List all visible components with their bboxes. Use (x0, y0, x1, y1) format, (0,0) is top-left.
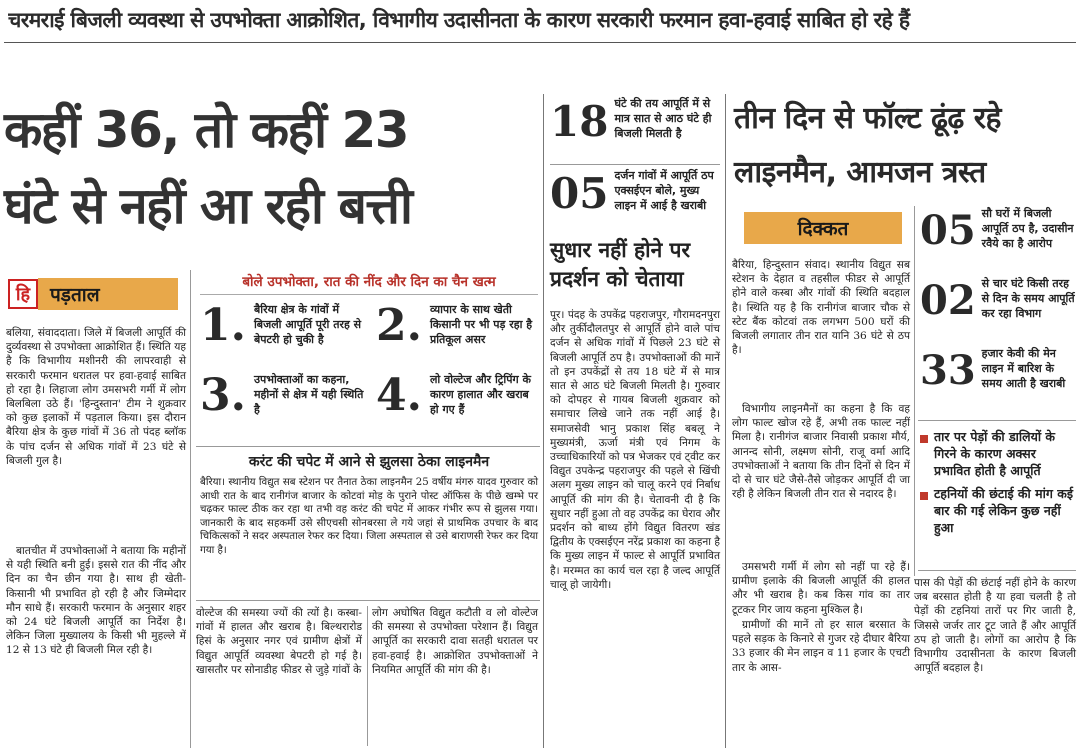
bullet-text: टहनियों की छंटाई की मांग कई बार की गई लेकिन कुछ नहीं हुआ (934, 486, 1073, 535)
stat-item (920, 206, 1076, 256)
right-body-4: ग्रामीणों की मानें तो हर साल बरसात के पहले सड़क के किनारे से गुजर रहे दीघार बैरिया 33 हजार की मेन लाइन व 11 हजार के एचटी तार के आस- (732, 619, 910, 674)
main-body-2: बातचीत में उपभोक्ताओं ने बताया कि महीनों से यही स्थिति बनी हुई। इससे रात की नींद और दिन का चैन छीन गया है। साथ ही खेती-किसानी भी प्रभावित हो रही है और जिम्मेदार मौन साधे हैं। सरकारी फरमान के अनुसार शहर को 24 घंटे बिजली आपूर्ति का निर्देश है। लेकिन जिला मुख्यालय के किसी भी मुहल्ले में 12 से 13 घंटे ही बिजली मिल रही है। (6, 545, 186, 657)
divider (196, 600, 540, 601)
tag-label: पड़ताल (38, 278, 178, 310)
consumers-box (200, 272, 538, 295)
consumer-item (200, 372, 368, 420)
divider (918, 570, 1076, 571)
consumer-item-text: व्यापार के साथ खेती किसानी पर भी पड़ रहा है प्रतिकूल असर (429, 303, 533, 346)
bullet-item (920, 428, 1076, 479)
bullet-list (920, 428, 1076, 536)
stat-text: हजार केवी की मेन लाइन में बारिश के समय आती है खराबी (981, 347, 1066, 390)
stat-number: 05 (550, 169, 609, 218)
right-headline (734, 92, 1074, 200)
divider (543, 94, 544, 748)
bullet-item (920, 485, 1076, 536)
stat-number: 05 (920, 207, 976, 254)
stat-text: घंटे की तय आपूर्ति में से मात्र सात से आठ घंटे ही बिजली मिलती है (614, 97, 712, 140)
consumer-item-text: बैरिया क्षेत्र के गांवों में बिजली आपूर्ति पूरी तरह से बेपटरी हो चुकी है (253, 303, 362, 346)
stat-item (920, 346, 1076, 396)
main-headline-line2: घंटे से नहीं आ रही बत्ती (4, 177, 412, 235)
divider (196, 446, 540, 447)
middle-headline: सुधार नहीं होने पर प्रदर्शन को चेताया (550, 238, 691, 291)
top-headline: चरमराई बिजली व्यवस्था से उपभोक्ता आक्रोशित, विभागीय उदासीनता के कारण सरकारी फरमान हवा-हवाई साबित हो रहे हैं (8, 8, 910, 32)
middle-body: पूर। पंदह के उपकेंद्र पहराजपुर, गौरामदनपुरा और तुर्कीदौलतपुर से आपूर्ति होने वाले पांच दर्जन से अधिक गांवों में पिछले 23 घंटे से बिजली आपूर्ति ठप है। उपभोक्ताओं की मानें तो इन उपकेंद्रों से तय 18 घंटे में से मात्र सात से आठ घंटे बिजली मिलती है। गुरुवार को दोपहर से गायब बिजली शुक्रवार को समाचार लिखे जाने तक नहीं आई है। समाजसेवी भानु प्रकाश सिंह बबलू ने मुख्यमंत्री, ऊर्जा मंत्री एवं निगम के उच्चाधिकारियों को पत्र भेजकर एवं ट्वीट कर विद्युत उपकेन्द्र पहराजपुर की पहले से खिंची अलग मुख्य लाइन को चालू करने एवं निर्बाध आपूर्ति की मांग की है। चेतावनी दी है कि सुधार नहीं हुआ तो वह उपकेंद्र का घेराव और प्रदर्शन को बाध्य होंगे विद्युत वितरण खंड द्वितीय के एक्सईएन नरेंद्र प्रकाश का कहना है कि मुख्य लाइन में फाल्ट से आपूर्ति प्रभावित है। मरम्मत का कार्य चल रहा है जल्द आपूर्ति चालू हो जायेगी। (550, 309, 720, 591)
divider (550, 164, 720, 165)
current-story-body: बैरिया। स्थानीय विद्युत सब स्टेशन पर तैनात ठेका लाइनमैन 25 वर्षीय मंगरु यादव गुरुवार को आधी रात के बाद रानीगंज बाजार के कोटवां मोड़ के पुराने पोस्ट ऑफिस के पीछे खम्भे पर चढ़कर फाल्ट ठीक कर रहा था तभी वह करंट की चपेट में आकर गंभीर रूप से झुलस गया। जानकारी के बाद सहकर्मी उसे सीएचसी सोनबरसा ले गये जहां से प्राथमिक उपचार के बाद चिकित्सकों ने सदर अस्पताल रेफर कर दिया। जिला अस्पताल से उसे बाराणसी रेफर कर दिया गया है। (200, 477, 538, 556)
consumer-item-number: 1. (200, 300, 246, 351)
section-tag (8, 278, 178, 310)
bullet-square-icon (920, 435, 928, 443)
consumer-item-number: 4. (376, 370, 422, 421)
consumer-item (200, 302, 368, 350)
lower-col-2: लोग अघोषित विद्युत कटौती व लो वोल्टेज की समस्या से उपभोक्ता परेशान हैं। विद्युत आपूर्ति का सरकारी दावा सतही धरातल पर हवा-हवाई है। आक्रोशित उपभोक्ताओं ने नियमित आपूर्ति की मांग की है। (372, 607, 538, 676)
consumer-item-number: 3. (200, 370, 246, 421)
right-tag: दिक्कत (744, 212, 902, 244)
divider (190, 270, 191, 748)
divider (914, 206, 915, 576)
main-headline (4, 92, 534, 244)
right-body: बैरिया, हिन्दुस्तान संवाद। स्थानीय विद्युत सब स्टेशन के देहात व तहसील फीडर से आपूर्ति होने वाले कस्बा और गांवों की स्थिति बदहाल है। स्थिति यह है कि रानीगंज बाजार चौक से स्टेट बैंक कोटवां तक लगभग 500 घरों की बिजली लगातार तीन रात यानि 36 घंटे से ठप है। (732, 259, 910, 357)
stat-text: से चार घंटे किसी तरह से दिन के समय आपूर्ति कर रहा विभाग (981, 277, 1075, 320)
divider (918, 420, 1076, 421)
stat-number: 02 (920, 277, 976, 324)
right-body-3: उमसभरी गर्मी में लोग सो नहीं पा रहे हैं। ग्रामीण इलाके की बिजली आपूर्ति की हालत और भी खराब है। कब किस गांव का तार टूटकर गिर जाय कहना मुश्किल है। (732, 561, 910, 616)
stat-item (920, 276, 1076, 326)
stat-text: दर्जन गांवों में आपूर्ति ठप एक्सईएन बोले, मुख्य लाइन में आई है खराबी (614, 169, 714, 212)
main-body: बलिया, संवाददाता। जिले में बिजली आपूर्ति की दुर्व्यवस्था से उपभोक्ता आक्रोशित हैं। स्थिति यह है कि विभागीय मशीनरी की लापरवाही से सरकारी फरमान धरातल पर हवा-हवाई साबित हो रहा है। लिहाजा लोग उमसभरी गर्मी में लोग बिलबिला उठे हैं। 'हिन्दुस्तान' टीम ने शुक्रवार को कुछ इलाकों में पड़ताल किया। इस दौरान बैरिया क्षेत्र के कुछ गांवों में 36 तो पंदह ब्लॉक के पांच दर्जन से अधिक गांवों में 23 घंटे से बिजली गुल है। (6, 327, 186, 467)
stat-number: 18 (550, 97, 609, 146)
right-headline-line2: लाइनमैन, आमजन त्रस्त (734, 155, 986, 190)
stat-item (550, 168, 720, 220)
divider (4, 42, 1076, 43)
main-headline-line1: कहीं 36, तो कहीं 23 (4, 101, 409, 159)
bullet-square-icon (920, 492, 928, 500)
consumer-item (376, 302, 540, 350)
right-headline-line1: तीन दिन से फॉल्ट ढूंढ़ रहे (734, 101, 1001, 136)
consumer-item (376, 372, 540, 420)
hindustan-logo-icon: हि (8, 279, 38, 309)
consumer-item-text: उपभोक्ताओं का कहना, महीनों से क्षेत्र में यही स्थिति है (253, 373, 364, 416)
bullet-text: तार पर पेड़ों की डालियों के गिरने के कारण अक्सर प्रभावित होती है आपूर्ति (934, 429, 1056, 478)
consumer-item-text: लो वोल्टेज और ट्रिपिंग के कारण हालात और खराब हो गए हैं (429, 373, 531, 416)
divider (725, 94, 726, 748)
consumers-box-title: बोले उपभोक्ता, रात की नींद और दिन का चैन खत्म (200, 272, 538, 295)
current-story-title: करंट की चपेट में आने से झुलसा ठेका लाइनमैन (248, 454, 490, 470)
stat-number: 33 (920, 347, 976, 394)
consumer-item-number: 2. (376, 300, 422, 351)
right-body-5: पास की पेड़ों की छंटाई नहीं होने के कारण जब बरसात होती है या हवा चलती है तो पेड़ों की टहनियां तारों पर गिर जाती है, जिससे जर्जर तार टूट जाते हैं और आपूर्ति ठप हो जाती है। लोगों का आरोप है कि विभागीय उदासीनता के कारण बिजली आपूर्ति बदहाल है। (914, 577, 1076, 675)
stat-text: सौ घरों में बिजली आपूर्ति ठप है, उदासीन रवैये का है आरोप (981, 207, 1074, 250)
right-body-2: विभागीय लाइनमैनों का कहना है कि वह लोग फाल्ट खोज रहे हैं, अभी तक फाल्ट नहीं मिला है। रानीगंज बाजार निवासी प्रकाश मौर्य, आनन्द सोनी, लक्ष्मण सोनी, राजू वर्मा आदि उपभोक्ताओं ने बताया कि तीन दिनों से दिन में दो से चार घंटे जैसे-तैसे जोड़कर आपूर्ति दी जा रही है लेकिन बिजली तीन रात से नदारद है। (732, 403, 910, 501)
lower-col-1: वोल्टेज की समस्या ज्यों की त्यों है। कस्बा-गांवों में हालत और खराब है। बिल्थरारोड हिसं के अनुसार नगर एवं ग्रामीण क्षेत्रों में विद्युत आपूर्ति व्यवस्था बेपटरी हो गई है। खासतौर पर सोनाडीह फीडर से जुड़े गांवों के (196, 607, 362, 676)
stat-item (550, 96, 720, 148)
divider (367, 606, 368, 746)
